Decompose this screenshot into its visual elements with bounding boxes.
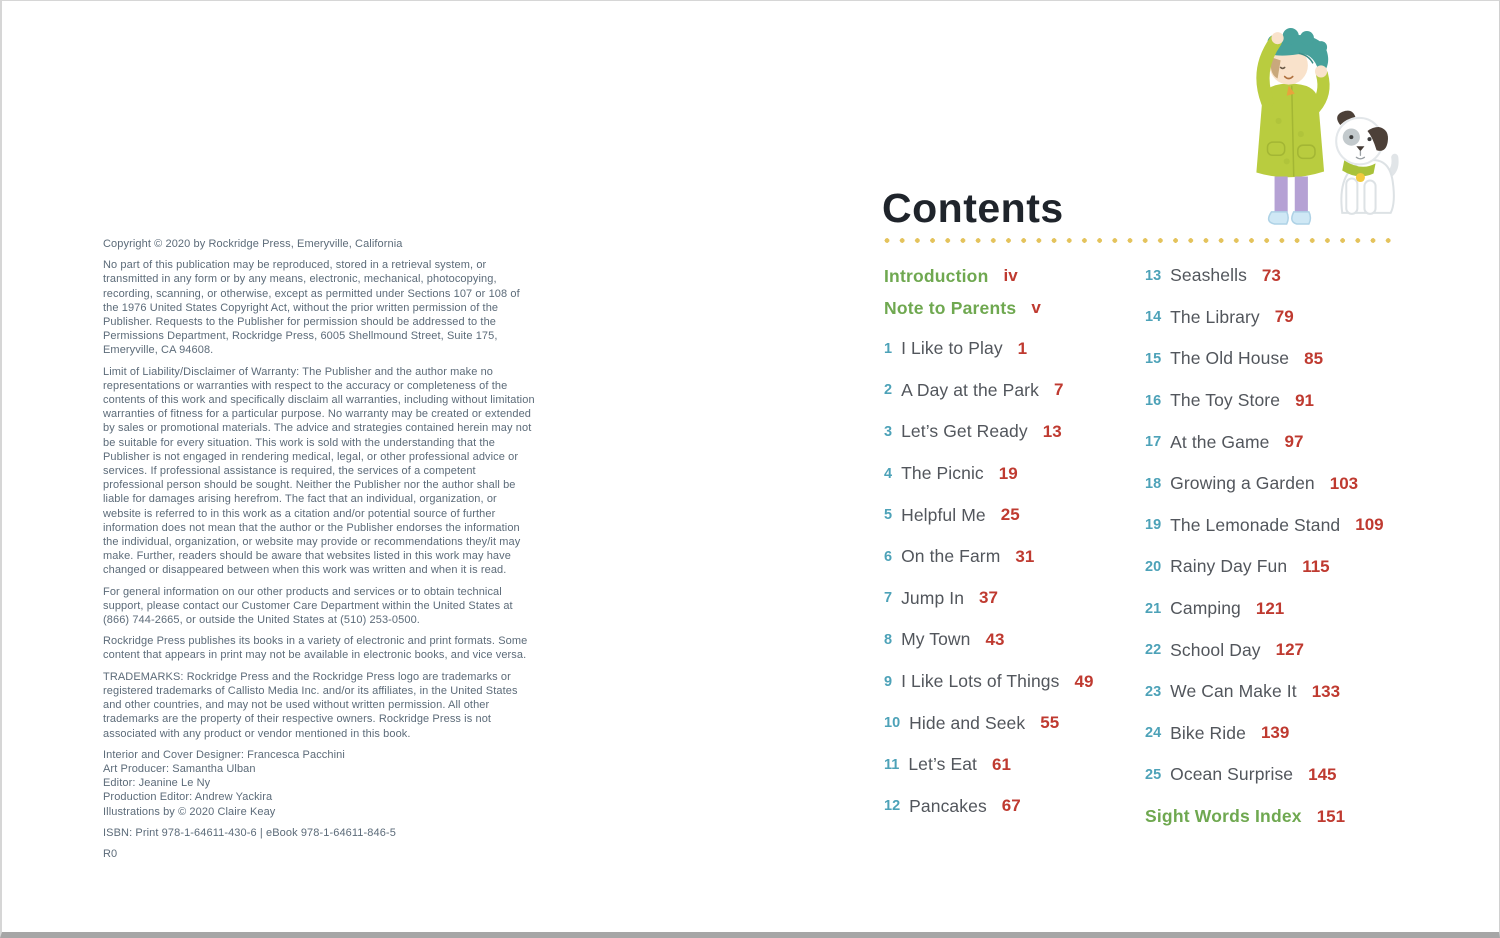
toc-entry: [884, 536, 1093, 578]
chapter-title: The Lemonade Stand: [1170, 514, 1341, 535]
credit-prod-editor: Production Editor: Andrew Yackira: [103, 791, 273, 804]
chapter-number: 8: [884, 631, 893, 648]
toc-page-number: 139: [1260, 723, 1290, 743]
chapter-title: The Old House: [1170, 348, 1290, 369]
chapter-title: Growing a Garden: [1170, 473, 1315, 494]
chapter-number: 6: [884, 548, 893, 565]
toc-page-number: 13: [1042, 421, 1062, 441]
chapter-title: Jump In: [901, 587, 965, 608]
chapter-title: We Can Make It: [1170, 681, 1297, 702]
toc-entry: [884, 494, 1093, 536]
toc-entry: [1145, 463, 1384, 505]
chapter-title: At the Game: [1170, 431, 1270, 452]
chapter-title: On the Farm: [901, 546, 1001, 567]
toc-label: Note to Parents: [884, 297, 1017, 318]
toc-page-number: 61: [992, 754, 1011, 774]
chapter-number: 2: [884, 382, 893, 399]
toc-page-number: 127: [1275, 640, 1305, 660]
toc-page-number: 37: [979, 588, 998, 608]
toc-entry: [884, 328, 1093, 370]
chapter-title: The Toy Store: [1170, 390, 1281, 411]
chapter-number: 20: [1145, 558, 1162, 575]
chapter-title: The Library: [1170, 306, 1260, 327]
chapter-title: A Day at the Park: [901, 379, 1039, 400]
chapter-title: Let’s Get Ready: [901, 421, 1028, 442]
chapter-number: 21: [1145, 600, 1162, 617]
toc-entry: [1145, 754, 1384, 796]
toc-entry-note-to-parents: [884, 292, 1093, 324]
toc-page-number: 151: [1316, 806, 1346, 826]
toc-page-number: 145: [1308, 764, 1337, 784]
chapter-title: Bike Ride: [1170, 722, 1246, 743]
chapter-number: 5: [884, 507, 893, 524]
toc-page-number: 103: [1329, 473, 1359, 493]
toc-label: Sight Words Index: [1145, 806, 1302, 827]
chapter-title: Pancakes: [909, 795, 987, 816]
toc-page-number: 97: [1284, 432, 1304, 452]
chapter-title: Hide and Seek: [909, 712, 1026, 733]
toc-entry: [1145, 255, 1384, 297]
toc-entry: [1145, 297, 1384, 339]
chapter-title: The Picnic: [901, 463, 984, 484]
toc-page-number: 1: [1017, 338, 1028, 358]
chapter-number: 15: [1145, 350, 1162, 367]
toc-page-number: 73: [1261, 265, 1281, 285]
chapter-title: School Day: [1170, 639, 1261, 660]
toc-column-right: [1145, 255, 1384, 837]
toc-entry: [884, 619, 1093, 661]
toc-column-left: [884, 260, 1093, 827]
chapter-number: 14: [1145, 309, 1162, 326]
toc-page-number: 43: [985, 629, 1005, 649]
toc-entry: [884, 578, 1093, 620]
toc-entry: [1145, 505, 1384, 547]
chapter-number: 18: [1145, 475, 1162, 492]
toc-entry: [1145, 421, 1384, 463]
dotted-divider: [884, 237, 1400, 244]
contents-page-title: Contents: [882, 185, 1064, 231]
toc-page-number: 25: [1000, 505, 1020, 525]
chapter-number: 7: [884, 590, 893, 607]
chapter-number: 4: [884, 465, 893, 482]
permissions-paragraph: No part of this publication may be reproduced, stored in a retrieval system, or transmitted in any form or by any means, electronic, mechanical, photocopying, recording, scanning, or otherwise, except as permitted under Sections 107 or 108 of the 1976 United States Copyright Act, without the prior written permission of the Publisher. Requests to the Publisher for permission should be addressed to the Permissions Department, Rockridge Press, 6005 Shellmound Street, Suite 175, Emeryville, CA 94608.: [103, 259, 520, 357]
chapter-number: 12: [884, 798, 901, 815]
chapter-number: 13: [1145, 267, 1162, 284]
chapter-title: Rainy Day Fun: [1170, 556, 1288, 577]
child-and-dog-illustration: [1238, 25, 1400, 227]
chapter-title: My Town: [901, 629, 971, 650]
toc-entry: [884, 453, 1093, 495]
toc-page-number: 79: [1274, 307, 1294, 327]
chapter-title: Ocean Surprise: [1170, 764, 1294, 785]
support-paragraph: For general information on our other products and services or to obtain technical support, please contact our Customer Care Department within the United States at (866) 744-2665, or outside the United States at (510) 253-0500.: [103, 585, 513, 627]
toc-entry-sight-words-index: [1145, 796, 1384, 838]
toc-page-number: 55: [1040, 713, 1060, 733]
toc-entry: [1145, 588, 1384, 630]
toc-entry: [1145, 338, 1384, 380]
toc-chapters-1-12: [884, 328, 1093, 827]
toc-entry: [1145, 380, 1384, 422]
toc-page-number: 133: [1311, 681, 1341, 701]
chapter-title: Helpful Me: [901, 504, 986, 525]
toc-label: Introduction: [884, 265, 989, 286]
toc-entry: [884, 370, 1093, 412]
credits-block: [103, 748, 535, 819]
chapter-title: I Like Lots of Things: [901, 671, 1060, 692]
chapter-number: 25: [1145, 766, 1162, 783]
chapter-number: 19: [1145, 517, 1162, 534]
chapter-title: Seashells: [1170, 265, 1247, 286]
chapter-number: 1: [884, 340, 893, 357]
toc-entry: [884, 411, 1093, 453]
toc-page-number: 91: [1295, 390, 1314, 410]
credit-illustrations: Illustrations by © 2020 Claire Keay: [103, 805, 276, 818]
chapter-number: 24: [1145, 725, 1162, 742]
chapter-number: 16: [1145, 392, 1162, 409]
toc-entry: [1145, 629, 1384, 671]
chapter-number: 11: [884, 756, 900, 773]
toc-entry: [1145, 713, 1384, 755]
chapter-number: 10: [884, 715, 901, 732]
toc-entry: [884, 702, 1093, 744]
chapter-title: Camping: [1170, 598, 1241, 619]
toc-entry-introduction: [884, 260, 1093, 292]
revision-code: R0: [103, 847, 118, 860]
toc-page-number: 67: [1001, 796, 1021, 816]
credit-art-producer: Art Producer: Samantha Ulban: [103, 762, 256, 775]
copyright-line: Copyright © 2020 by Rockridge Press, Emeryville, California: [103, 238, 403, 250]
toc-page-number: 109: [1355, 515, 1384, 535]
toc-page-number: 31: [1015, 546, 1035, 566]
toc-entry: [1145, 546, 1384, 588]
toc-entry: [1145, 671, 1384, 713]
disclaimer-paragraph: Limit of Liability/Disclaimer of Warranty: The Publisher and the author make no representations or warranties with respect to the accuracy or completeness of the contents of this work and specifically disclaim all warranties, including without limitation warranties of fitness for a particular purpose. No warranty may be created or extended by sales or promotional materials. The advice and strategies contained herein may not be suitable for every situation. This work is sold with the understanding that the Publisher is not engaged in rendering medical, legal, or other professional advice or services. If professional assistance is required, the services of a competent professional person should be sought. Neither the Publisher nor the author shall be liable for damages arising herefrom. The fact that an individual, organization, or website is referred to in this work as a citation and/or potential source of further information does not mean that the author or the Publisher endorses the information the individual, organization, or website may provide or recommendations they/it may make. Further, readers should be aware that websites listed in this work may have changed or disappeared between when this work was written and when it is read.: [103, 365, 535, 577]
chapter-number: 3: [884, 423, 893, 440]
credit-designer: Interior and Cover Designer: Francesca Pacchini: [103, 748, 345, 761]
toc-page-number: v: [1031, 298, 1041, 317]
toc-entry: [884, 661, 1093, 703]
copyright-page: [103, 237, 535, 868]
toc-page-number: 49: [1074, 671, 1094, 691]
trademarks-paragraph: TRADEMARKS: Rockridge Press and the Rockridge Press logo are trademarks or registered trademarks of Callisto Media Inc. and/or its affiliates, in the United States and other countries, and may not be used without written permission. All other trademarks are the property of their respective owners. Rockridge Press is not associated with any product or vendor mentioned in this book.: [103, 670, 518, 740]
toc-entry: [884, 786, 1093, 828]
chapter-number: 9: [884, 673, 893, 690]
toc-page-number: iv: [1003, 266, 1018, 285]
credit-editor: Editor: Jeanine Le Ny: [103, 777, 211, 790]
toc-entry: [884, 744, 1093, 786]
toc-page-number: 85: [1304, 348, 1324, 368]
chapter-title: I Like to Play: [901, 338, 1003, 359]
toc-page-number: 115: [1302, 556, 1330, 576]
chapter-number: 23: [1145, 683, 1162, 700]
chapter-number: 17: [1145, 434, 1162, 451]
formats-paragraph: Rockridge Press publishes its books in a variety of electronic and print formats. Some content that appears in print may not be available in electronic books, and vice versa.: [103, 635, 528, 662]
toc-page-number: 7: [1053, 380, 1064, 400]
toc-page-number: 19: [998, 463, 1018, 483]
isbn-line: ISBN: Print 978-1-64611-430-6 | eBook 978-1-64611-846-5: [103, 826, 396, 839]
chapter-title: Let’s Eat: [908, 754, 978, 775]
toc-page-number: 121: [1255, 598, 1285, 618]
chapter-number: 22: [1145, 642, 1162, 659]
